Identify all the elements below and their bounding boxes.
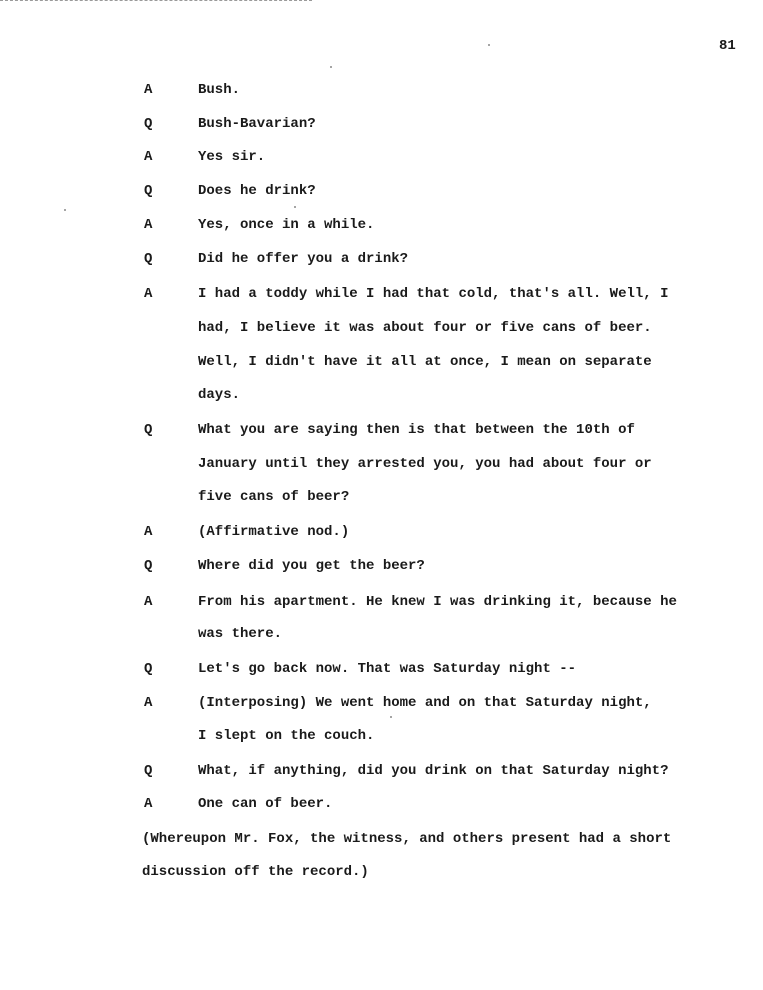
transcript-line: Yes sir. bbox=[198, 149, 266, 165]
transcript-line: was there. bbox=[198, 626, 283, 642]
speaker-label: A bbox=[144, 594, 153, 610]
transcript-line: Bush-Bavarian? bbox=[198, 116, 316, 132]
speaker-label: Q bbox=[144, 558, 153, 574]
speaker-label: A bbox=[144, 524, 153, 540]
speaker-label: Q bbox=[144, 661, 153, 677]
transcript-line: Well, I didn't have it all at once, I mean on separate bbox=[198, 354, 652, 370]
transcript-line: had, I believe it was about four or five cans of beer. bbox=[198, 320, 652, 336]
speaker-label: A bbox=[144, 796, 153, 812]
closing-note-line: (Whereupon Mr. Fox, the witness, and others present had a short bbox=[142, 831, 672, 847]
speaker-label: A bbox=[144, 217, 153, 233]
transcript-line: Did he offer you a drink? bbox=[198, 251, 409, 267]
transcript-line: From his apartment. He knew I was drinking it, because he bbox=[198, 594, 677, 610]
transcript-line: I slept on the couch. bbox=[198, 728, 375, 744]
page-number: 81 bbox=[719, 38, 736, 54]
closing-note-line: discussion off the record.) bbox=[142, 864, 369, 880]
speaker-label: Q bbox=[144, 183, 153, 199]
transcript-line: Yes, once in a while. bbox=[198, 217, 375, 233]
transcript-line: What, if anything, did you drink on that Saturday night? bbox=[198, 763, 669, 779]
transcript-line: (Interposing) We went home and on that Saturday night, bbox=[198, 695, 652, 711]
speaker-label: A bbox=[144, 149, 153, 165]
transcript-line: Does he drink? bbox=[198, 183, 316, 199]
transcript-line: What you are saying then is that between the 10th of bbox=[198, 422, 635, 438]
transcript-line: I had a toddy while I had that cold, that's all. Well, I bbox=[198, 286, 669, 302]
speaker-label: Q bbox=[144, 763, 153, 779]
transcript-line: Let's go back now. That was Saturday night -- bbox=[198, 661, 577, 677]
transcript-line: five cans of beer? bbox=[198, 489, 350, 505]
transcript-line: One can of beer. bbox=[198, 796, 333, 812]
scan-speck bbox=[294, 206, 296, 208]
speaker-label: Q bbox=[144, 422, 153, 438]
speaker-label: A bbox=[144, 286, 153, 302]
scan-speck bbox=[64, 209, 66, 211]
transcript-line: (Affirmative nod.) bbox=[198, 524, 350, 540]
speaker-label: Q bbox=[144, 116, 153, 132]
transcript-line: Where did you get the beer? bbox=[198, 558, 425, 574]
scan-speck bbox=[390, 716, 392, 718]
scan-speck bbox=[488, 44, 490, 46]
transcript-line: January until they arrested you, you had about four or bbox=[198, 456, 652, 472]
scan-speck bbox=[330, 66, 332, 68]
top-dashed-rule bbox=[0, 0, 312, 1]
speaker-label: Q bbox=[144, 251, 153, 267]
transcript-line: days. bbox=[198, 387, 241, 403]
speaker-label: A bbox=[144, 82, 153, 98]
transcript-line: Bush. bbox=[198, 82, 241, 98]
speaker-label: A bbox=[144, 695, 153, 711]
